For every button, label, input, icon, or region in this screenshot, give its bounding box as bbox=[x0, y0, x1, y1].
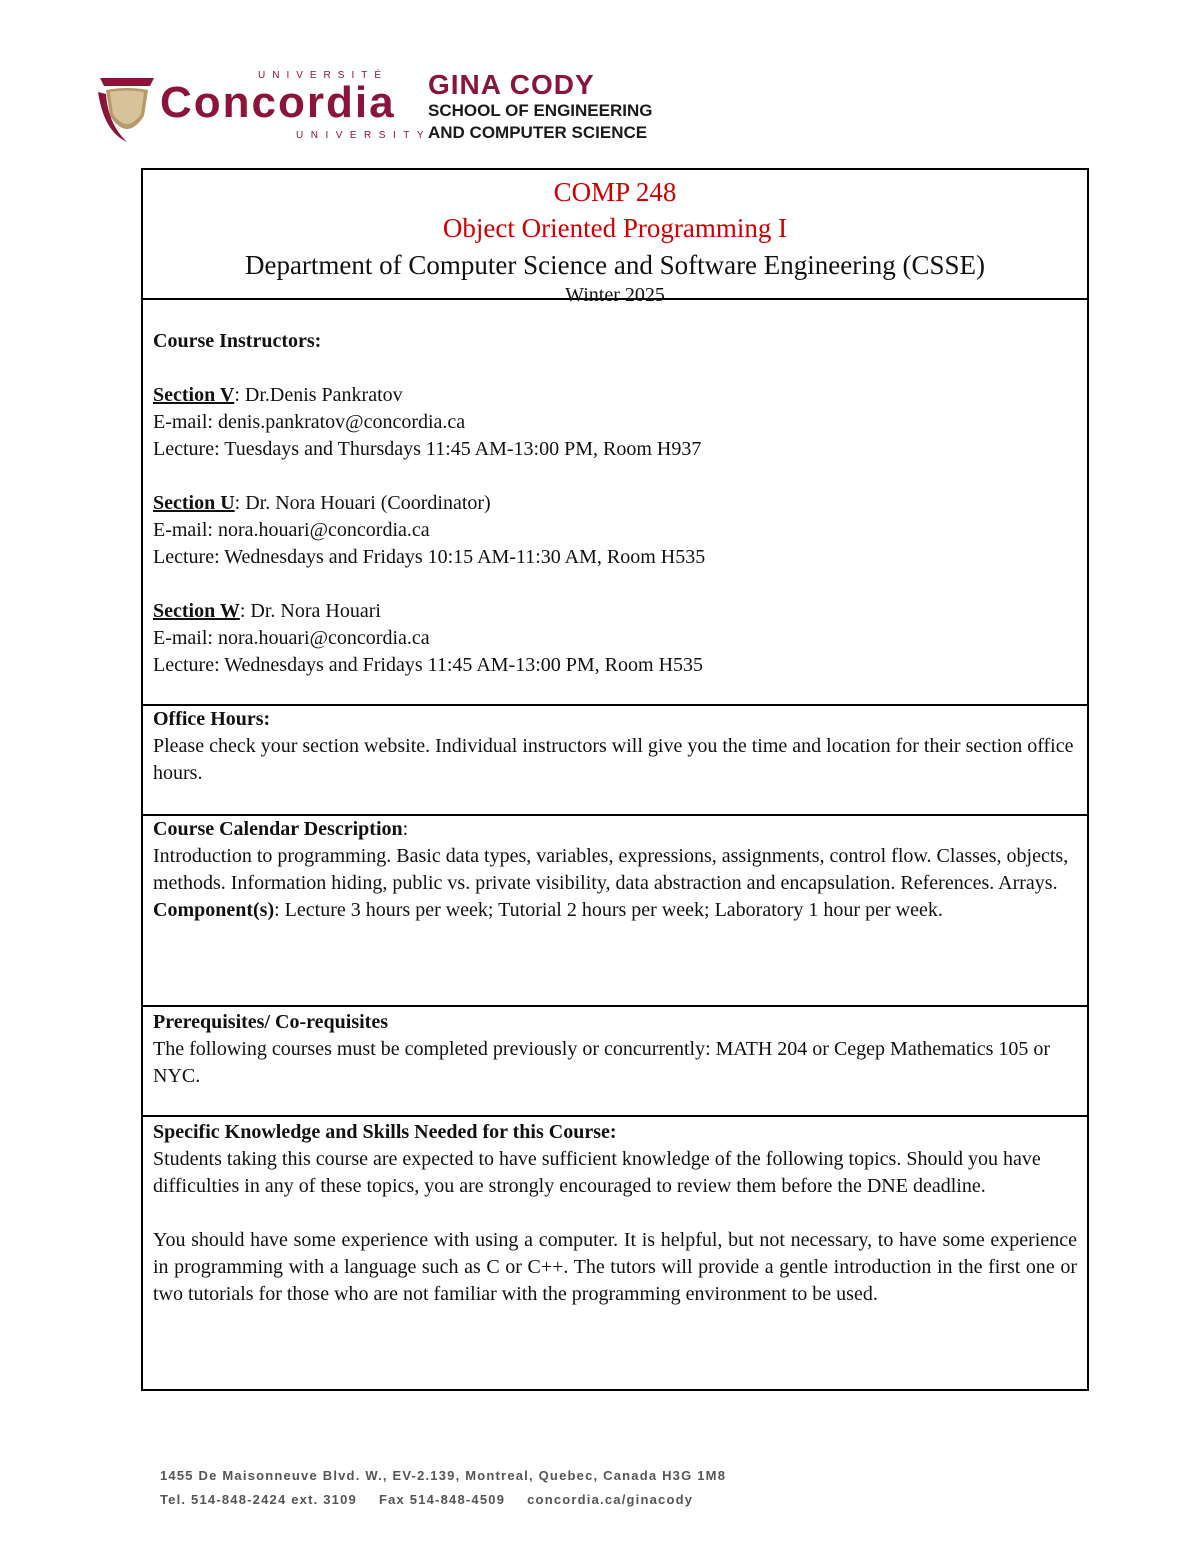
prerequisites-text: The following courses must be completed previously or concurrently: MATH 204 or Cegep Mathematics 105 or NYC. bbox=[153, 1038, 1051, 1087]
footer-fax: Fax 514-848-4509 bbox=[378, 1492, 506, 1507]
description-heading-suffix: : bbox=[402, 818, 409, 840]
prerequisites-cell bbox=[143, 1007, 1087, 1117]
concordia-logo bbox=[96, 66, 432, 148]
skills-paragraph-1: Students taking this course are expected to have sufficient knowledge of the following topics. Should you have difficulties in any of these topics, you are strongly encouraged to review them before the DNE deadline. bbox=[153, 1148, 1041, 1197]
course-name: Object Oriented Programming I bbox=[442, 213, 788, 243]
section-w-block bbox=[153, 598, 1077, 679]
course-code: COMP 248 bbox=[553, 177, 677, 207]
section-email: E-mail: nora.houari@concordia.ca bbox=[153, 627, 430, 649]
section-email: E-mail: nora.houari@concordia.ca bbox=[153, 519, 430, 541]
section-instructor: : Dr.Denis Pankratov bbox=[234, 384, 403, 406]
prerequisites-heading: Prerequisites/ Co-requisites bbox=[153, 1011, 388, 1033]
footer-address: 1455 De Maisonneuve Blvd. W., EV-2.139, Montreal, Quebec, Canada H3G 1M8 bbox=[160, 1468, 727, 1483]
school-line-1: SCHOOL OF ENGINEERING bbox=[428, 101, 653, 120]
logo-universite-text: UNIVERSITÉ bbox=[258, 70, 389, 81]
skills-cell bbox=[143, 1117, 1087, 1389]
component-text: : Lecture 3 hours per week; Tutorial 2 hours per week; Laboratory 1 hour per week. bbox=[274, 899, 943, 921]
section-label: Section V bbox=[153, 384, 235, 406]
section-u-block bbox=[153, 490, 1077, 571]
office-hours-cell bbox=[143, 706, 1087, 816]
section-label: Section U bbox=[153, 492, 235, 514]
description-text: Introduction to programming. Basic data types, variables, expressions, assignments, control flow. Classes, objects, methods. Information hiding, public vs. private visibility, data abstraction and encapsulation. References. Arrays. bbox=[153, 845, 1069, 894]
footer bbox=[160, 1464, 726, 1512]
section-instructor: : Dr. Nora Houari bbox=[239, 600, 381, 622]
logo-wordmark: Concordia bbox=[160, 78, 396, 127]
skills-heading: Specific Knowledge and Skills Needed for this Course: bbox=[153, 1121, 617, 1143]
course-title-cell bbox=[143, 170, 1087, 306]
instructors-heading: Course Instructors: bbox=[153, 330, 322, 352]
description-cell bbox=[143, 816, 1087, 1007]
section-label: Section W bbox=[153, 600, 240, 622]
section-email: E-mail: denis.pankratov@concordia.ca bbox=[153, 411, 466, 433]
office-hours-heading: Office Hours: bbox=[153, 708, 271, 730]
office-hours-text: Please check your section website. Individual instructors will give you the time and location for their section office hours. bbox=[153, 735, 1074, 784]
section-lecture: Lecture: Wednesdays and Fridays 10:15 AM-11:30 AM, Room H535 bbox=[153, 546, 706, 568]
course-term: Winter 2025 bbox=[565, 284, 665, 306]
concordia-shield-icon bbox=[96, 72, 158, 144]
instructors-cell bbox=[143, 300, 1087, 706]
logo-university-text: UNIVERSITY bbox=[296, 130, 432, 141]
section-lecture: Lecture: Tuesdays and Thursdays 11:45 AM-13:00 PM, Room H937 bbox=[153, 438, 702, 460]
department-name: Department of Computer Science and Software Engineering (CSSE) bbox=[244, 250, 986, 280]
footer-web-link[interactable]: concordia.ca/ginacody bbox=[527, 1492, 694, 1507]
description-heading: Course Calendar Description bbox=[153, 818, 403, 840]
footer-tel: Tel. 514-848-2424 ext. 3109 bbox=[160, 1492, 357, 1507]
school-title: GINA CODY bbox=[428, 69, 595, 100]
skills-paragraph-2: You should have some experience with using a computer. It is helpful, but not necessary, to have some experience in programming with a language such as C or C++. The tutors will provide a gentle introduction in the first one or two tutorials for those who are not familiar with the programming environment to be used. bbox=[153, 1229, 1077, 1305]
school-name-block bbox=[428, 70, 653, 144]
component-label: Component(s) bbox=[153, 899, 275, 921]
section-instructor: : Dr. Nora Houari (Coordinator) bbox=[234, 492, 491, 514]
section-v-block bbox=[153, 382, 1077, 463]
school-line-2: AND COMPUTER SCIENCE bbox=[428, 123, 648, 142]
section-lecture: Lecture: Wednesdays and Fridays 11:45 AM-13:00 PM, Room H535 bbox=[153, 654, 704, 676]
course-outline-table bbox=[141, 168, 1089, 1391]
